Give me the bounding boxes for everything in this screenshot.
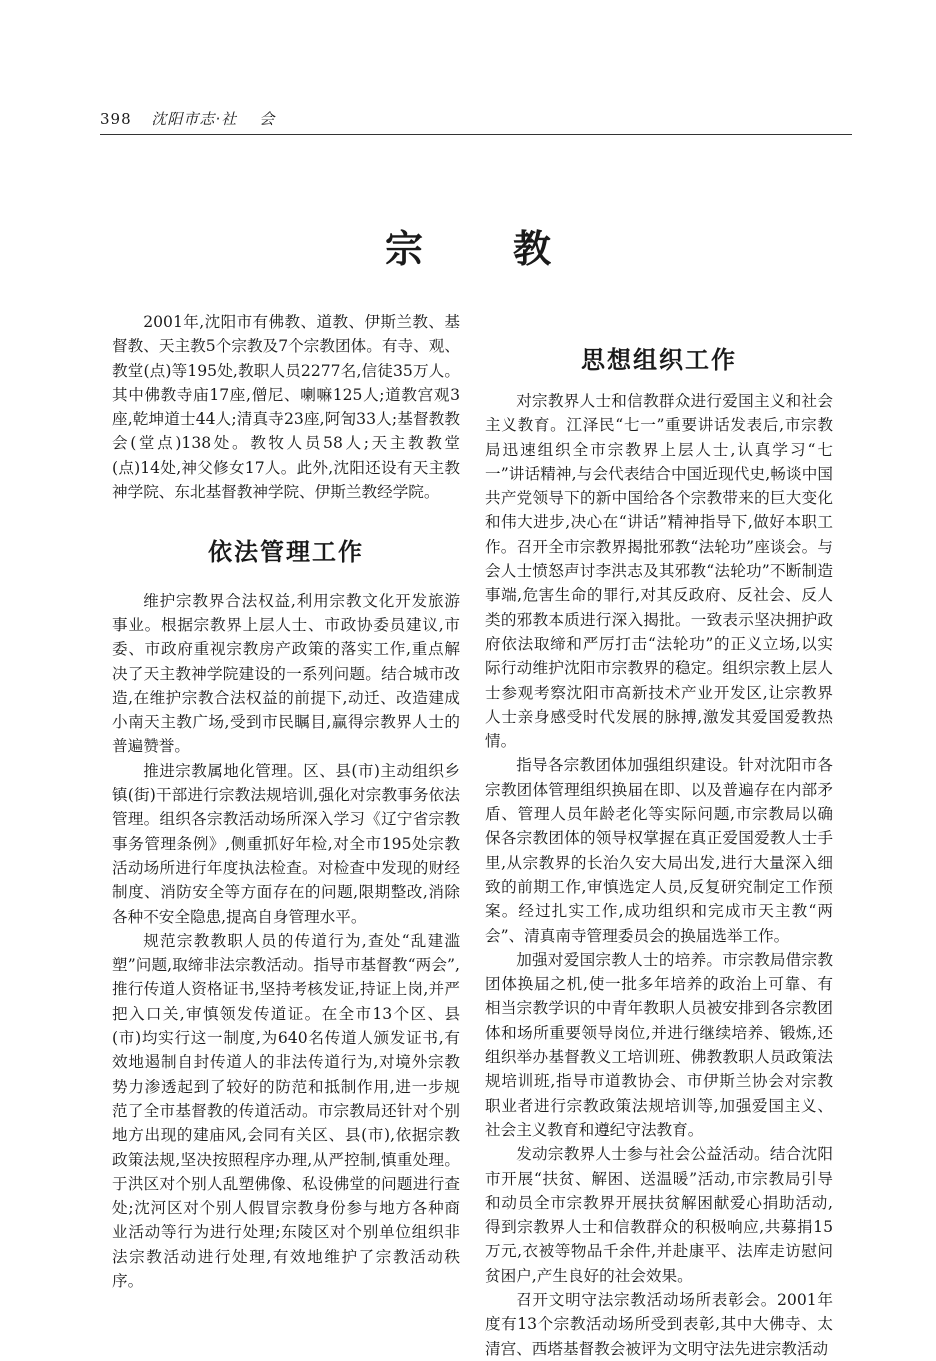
section-title-ideological-work: 思想组织工作 [581, 346, 737, 374]
body-paragraph: 指导各宗教团体加强组织建设。针对沈阳市各宗教团体管理组织换届在即、以及普遍存在内部矛盾、管理人员年龄老化等实际问题,市宗教局以确保各宗教团体的领导权掌握在真正爱国爱教人士手里,从宗教界的长治久安大局出发,进行大量深入细致的前期工作,审慎选定人员,反复研究制定工作预案。经过扎实工作,成功组织和完成市天主教“两会”、清真南寺管理委员会的换届选举工作。 [485, 756, 833, 945]
book-title-tail: 会 [259, 110, 276, 128]
book-title: 沈阳市志·社 [151, 110, 238, 128]
body-paragraph: 规范宗教教职人员的传道行为,查处“乱建滥塑”问题,取缔非法宗教活动。指导市基督教“两会”,推行传道人资格证书,坚持考核发证,持证上岗,并严把入口关,审慎领发传道证。在全市13个区、县(市)均实行这一制度,为640名传道人颁发证书,有效地遏制自封传道人的非法传道行为,对境外宗教势力渗透起到了较好的防范和抵制作用,进一步规范了全市基督教的传道活动。市宗教局还针对个别地方出现的建庙风,会同有关区、县(市),依据宗教政策法规,坚决按照程序办理,从严控制,慎重处理。于洪区对个别人乱塑佛像、私设佛堂的问题进行查处;沈河区对个别人假冒宗教身份参与地方各种商业活动等行为进行处理;东陵区对个别单位组织非法宗教活动进行处理,有效地维护了宗教活动秩序。 [112, 931, 460, 1290]
chapter-title: 宗教 [384, 227, 641, 271]
left-column [112, 310, 460, 1293]
body-paragraph: 发动宗教界人士参与社会公益活动。结合沈阳市开展“扶贫、解困、送温暖”活动,市宗教局引导和动员全市宗教界开展扶贫解困献爱心捐助活动,得到宗教界人士和信教群众的积极响应,共募捐15万元,衣被等物品千余件,并赴康平、法库走访慰问贫困户,产生良好的社会效果。 [485, 1145, 833, 1285]
running-header [100, 108, 850, 129]
body-paragraph: 推进宗教属地化管理。区、县(市)主动组织乡镇(街)干部进行宗教法规培训,强化对宗教事务依法管理。组织各宗教活动场所深入学习《辽宁省宗教事务管理条例》,侧重抓好年检,对全市195处宗教活动场所进行年度执法检查。对检查中发现的财经制度、消防安全等方面存在的问题,限期整改,消除各种不安全隐患,提高自身管理水平。 [112, 761, 460, 926]
body-paragraph: 维护宗教界合法权益,利用宗教文化开发旅游事业。根据宗教界上层人士、市政协委员建议,市委、市政府重视宗教房产政策的落实工作,重点解决了天主教神学院建设的一系列问题。结合城市改造,在维护宗教合法权益的前提下,动迁、改造建成小南天主教广场,受到市民瞩目,赢得宗教界人士的普遍赞誉。 [112, 591, 460, 756]
intro-paragraph: 2001年,沈阳市有佛教、道教、伊斯兰教、基督教、天主教5个宗教及7个宗教团体。有寺、观、教堂(点)等195处,教职人员2277名,信徒35万人。其中佛教寺庙17座,僧尼、喇嘛125人;道教宫观3座,乾坤道士44人;清真寺23座,阿訇33人;基督教教会(堂点)138处。教牧人员58人;天主教教堂(点)14处,神父修女17人。此外,沈阳还设有天主教神学院、东北基督教神学院、伊斯兰教经学院。 [112, 313, 460, 502]
header-rule [100, 134, 852, 135]
body-paragraph: 召开文明守法宗教活动场所表彰会。2001年度有13个宗教活动场所受到表彰,其中大佛寺、太清宫、西塔基督教会被评为文明守法先进宗教活动 [485, 1290, 833, 1358]
body-paragraph: 加强对爱国宗教人士的培养。市宗教局借宗教团体换届之机,使一批多年培养的政治上可靠、有相当宗教学识的中青年教职人员被安排到各宗教团体和场所重要领导岗位,并进行继续培养、锻炼,还组织举办基督教义工培训班、佛教教职人员政策法规培训班,指导市道教协会、市伊斯兰协会对宗教职业者进行宗教政策法规培训等,加强爱国主义、社会主义教育和遵纪守法教育。 [485, 950, 833, 1139]
page-number: 398 [100, 110, 132, 128]
right-column [485, 345, 833, 1361]
body-paragraph: 对宗教界人士和信教群众进行爱国主义和社会主义教育。江泽民“七一”重要讲话发表后,市宗教局迅速组织全市宗教界上层人士,认真学习“七一”讲话精神,与会代表结合中国近现代史,畅谈中国共产党领导下的新中国给各个宗教带来的巨大变化和伟大进步,决心在“讲话”精神指导下,做好本职工作。召开全市宗教界揭批邪教“法轮功”座谈会。与会人士愤怒声讨李洪志及其邪教“法轮功”不断制造事端,危害生命的罪行,对其反政府、反社会、反人类的邪教本质进行深入揭批。一致表示坚决拥护政府依法取缔和严厉打击“法轮功”的正义立场,以实际行动维护沈阳市宗教界的稳定。组织宗教上层人士参观考察沈阳市高新技术产业开发区,让宗教界人士亲身感受时代发展的脉搏,激发其爱国爱教热情。 [485, 392, 833, 751]
section-title-legal-management: 依法管理工作 [208, 538, 364, 567]
